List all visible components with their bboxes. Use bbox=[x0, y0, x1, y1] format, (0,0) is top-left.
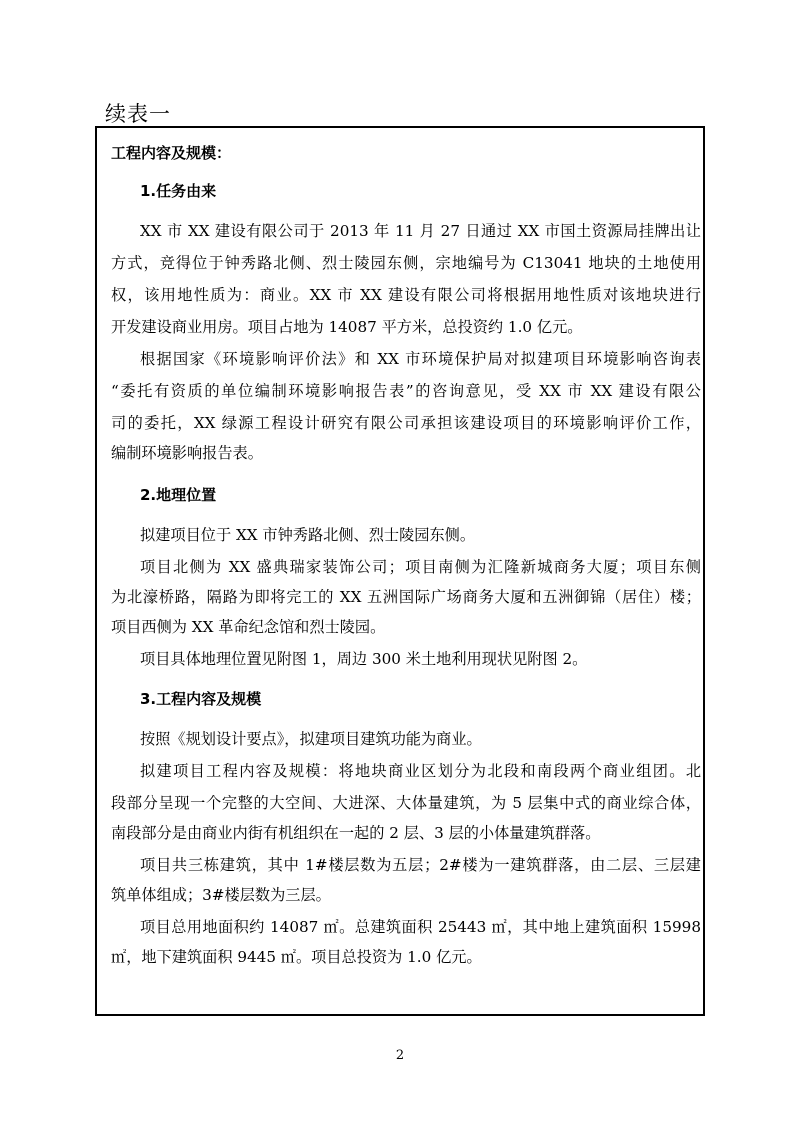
content-box bbox=[95, 126, 705, 1016]
page-number: 2 bbox=[395, 1048, 405, 1063]
paragraph-line: 项目西侧为 XX 革命纪念馆和烈士陵园。 bbox=[111, 618, 386, 636]
paragraph-line: 权，该用地性质为：商业。XX 市 XX 建设有限公司将根据用地性质对该地块进行 bbox=[111, 286, 701, 304]
paragraph-line: 项目共三栋建筑，其中 1#楼层数为五层；2#楼为一建筑群落，由二层、三层建 bbox=[140, 856, 701, 874]
paragraph-line: 段部分呈现一个完整的大空间、大进深、大体量建筑，为 5 层集中式的商业综合体， bbox=[111, 794, 701, 812]
paragraph-line: 按照《规划设计要点》，拟建项目建筑功能为商业。 bbox=[140, 730, 482, 748]
section-heading-3: 3.工程内容及规模 bbox=[140, 690, 262, 708]
page-title: 续表一 bbox=[105, 102, 171, 126]
paragraph-line: 司的委托，XX 绿源工程设计研究有限公司承担该建设项目的环境影响评价工作， bbox=[111, 414, 701, 432]
paragraph-line: “委托有资质的单位编制环境影响报告表”的咨询意见，受 XX 市 XX 建设有限公 bbox=[111, 382, 701, 400]
paragraph-line: 拟建项目位于 XX 市钟秀路北侧、烈士陵园东侧。 bbox=[140, 526, 476, 544]
paragraph-line: 项目北侧为 XX 盛典瑞家装饰公司；项目南侧为汇隆新城商务大厦；项目东侧 bbox=[140, 558, 701, 576]
paragraph-line: 筑单体组成；3#楼层数为三层。 bbox=[111, 886, 331, 904]
box-heading: 工程内容及规模： bbox=[111, 144, 232, 162]
paragraph-line: 为北濠桥路，隔路为即将完工的 XX 五洲国际广场商务大厦和五洲御锦（居住）楼； bbox=[111, 588, 701, 606]
paragraph-line: 方式，竞得位于钟秀路北侧、烈士陵园东侧，宗地编号为 C13041 地块的土地使用 bbox=[111, 254, 701, 272]
paragraph-line: 根据国家《环境影响评价法》和 XX 市环境保护局对拟建项目环境影响咨询表 bbox=[140, 350, 701, 368]
paragraph-line: 开发建设商业用房。项目占地为 14087 平方米，总投资约 1.0 亿元。 bbox=[111, 318, 583, 336]
paragraph-line: 南段部分是由商业内街有机组织在一起的 2 层、3 层的小体量建筑群落。 bbox=[111, 824, 601, 842]
paragraph-line: 项目具体地理位置见附图 1，周边 300 米土地利用现状见附图 2。 bbox=[140, 650, 588, 668]
paragraph-line: XX 市 XX 建设有限公司于 2013 年 11 月 27 日通过 XX 市国土资源局挂牌出让 bbox=[140, 222, 701, 240]
paragraph-line: 拟建项目工程内容及规模：将地块商业区划分为北段和南段两个商业组团。北 bbox=[140, 762, 701, 780]
paragraph-line: 编制环境影响报告表。 bbox=[111, 444, 263, 462]
section-heading-1: 1.任务由来 bbox=[140, 182, 217, 200]
paragraph-line: 项目总用地面积约 14087 ㎡。总建筑面积 25443 ㎡，其中地上建筑面积 15998 bbox=[140, 918, 701, 936]
section-heading-2: 2.地理位置 bbox=[140, 486, 217, 504]
paragraph-line: ㎡，地下建筑面积 9445 ㎡。项目总投资为 1.0 亿元。 bbox=[111, 948, 482, 966]
